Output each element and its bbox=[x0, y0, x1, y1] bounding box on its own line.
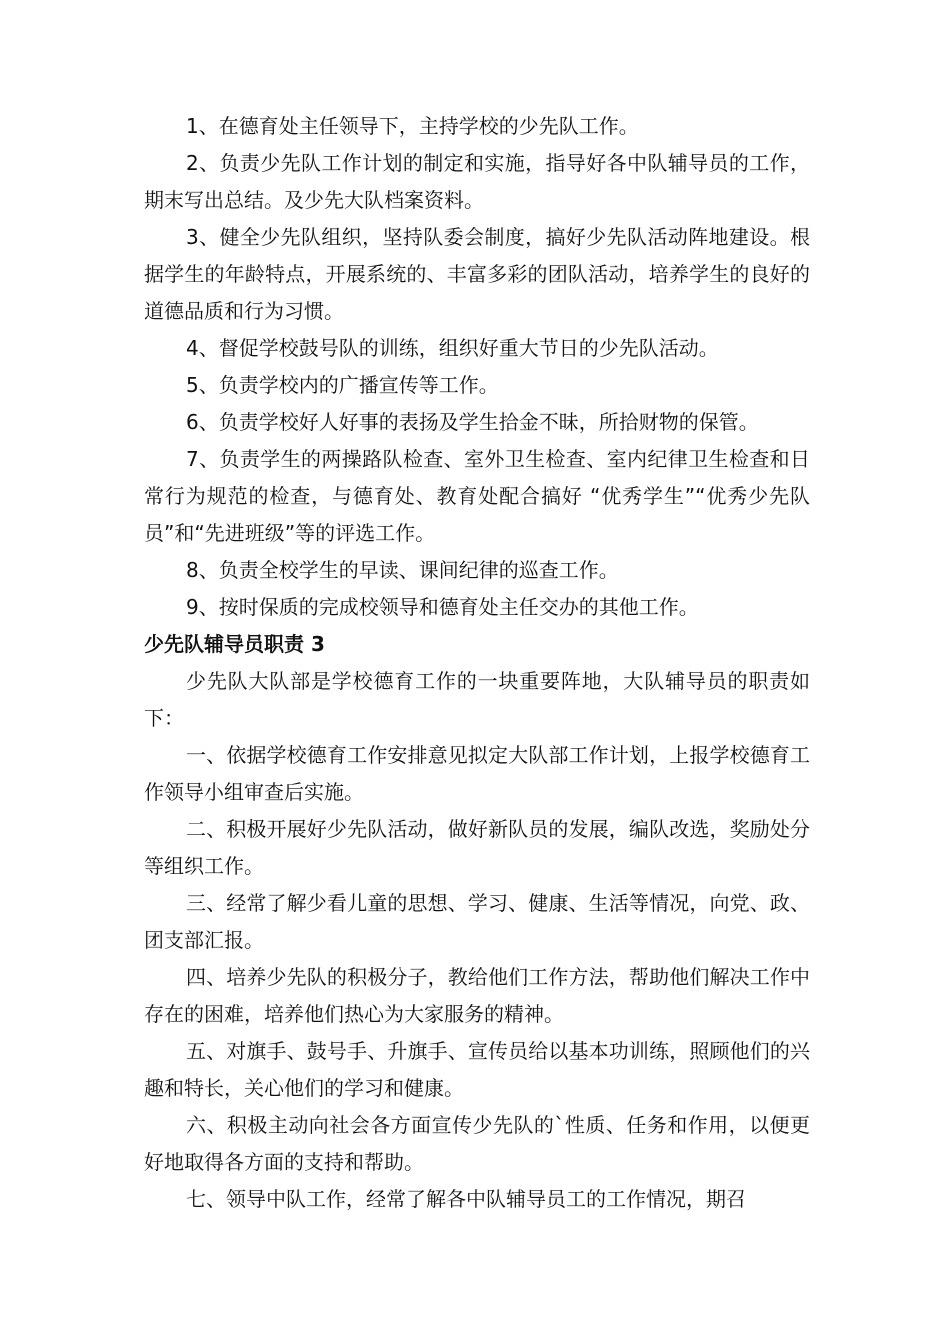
duty-item-8: 8、负责全校学生的早读、课间纪律的巡查工作。 bbox=[186, 558, 619, 582]
section-intro: 少先队大队部是学校德育工作的一块重要阵地，大队辅导员的职责如下： bbox=[144, 669, 810, 730]
duty-clause-4: 四、培养少先队的积极分子，教给他们工作方法，帮助他们解决工作中存在的困难，培养他们热心为大家服务的精神。 bbox=[144, 965, 810, 1026]
duty-clause-2: 二、积极开展好少先队活动，做好新队员的发展，编队改选，奖励处分等组织工作。 bbox=[144, 817, 810, 878]
duty-clause-3: 三、经常了解少看儿童的思想、学习、健康、生活等情况，向党、政、团支部汇报。 bbox=[144, 891, 810, 952]
duty-item-9: 9、按时保质的完成校领导和德育处主任交办的其他工作。 bbox=[186, 595, 699, 619]
duty-clause-5: 五、对旗手、鼓号手、升旗手、宣传员给以基本功训练，照顾他们的兴趣和特长，关心他们的学习和健康。 bbox=[144, 1039, 810, 1100]
duty-item-7: 7、负责学生的两操路队检查、室外卫生检查、室内纪律卫生检查和日常行为规范的检查，与德育处、教育处配合搞好 “优秀学生”“优秀少先队员”和“先进班级”等的评选工作。 bbox=[144, 447, 810, 545]
duty-clause-7: 七、领导中队工作，经常了解各中队辅导员工的工作情况，期召 bbox=[186, 1187, 746, 1211]
duty-clause-1: 一、依据学校德育工作安排意见拟定大队部工作计划，上报学校德育工作领导小组审查后实施。 bbox=[144, 743, 810, 804]
duty-item-6: 6、负责学校好人好事的表扬及学生拾金不昧，所拾财物的保管。 bbox=[186, 410, 759, 434]
duty-item-2: 2、负责少先队工作计划的制定和实施，指导好各中队辅导员的工作，期末写出总结。及少先大队档案资料。 bbox=[144, 151, 810, 212]
document-page bbox=[144, 108, 810, 1218]
duty-item-5: 5、负责学校内的广播宣传等工作。 bbox=[186, 373, 499, 397]
duty-item-4: 4、督促学校鼓号队的训练，组织好重大节日的少先队活动。 bbox=[186, 336, 719, 360]
duty-item-3: 3、健全少先队组织，坚持队委会制度，搞好少先队活动阵地建设。根据学生的年龄特点，开展系统的、丰富多彩的团队活动，培养学生的良好的道德品质和行为习惯。 bbox=[144, 225, 810, 323]
section-heading: 少先队辅导员职责 3 bbox=[144, 632, 325, 656]
duty-clause-6: 六、积极主动向社会各方面宣传少先队的`性质、任务和作用，以便更好地取得各方面的支持和帮助。 bbox=[144, 1113, 810, 1174]
duty-item-1: 1、在德育处主任领导下，主持学校的少先队工作。 bbox=[186, 114, 639, 138]
